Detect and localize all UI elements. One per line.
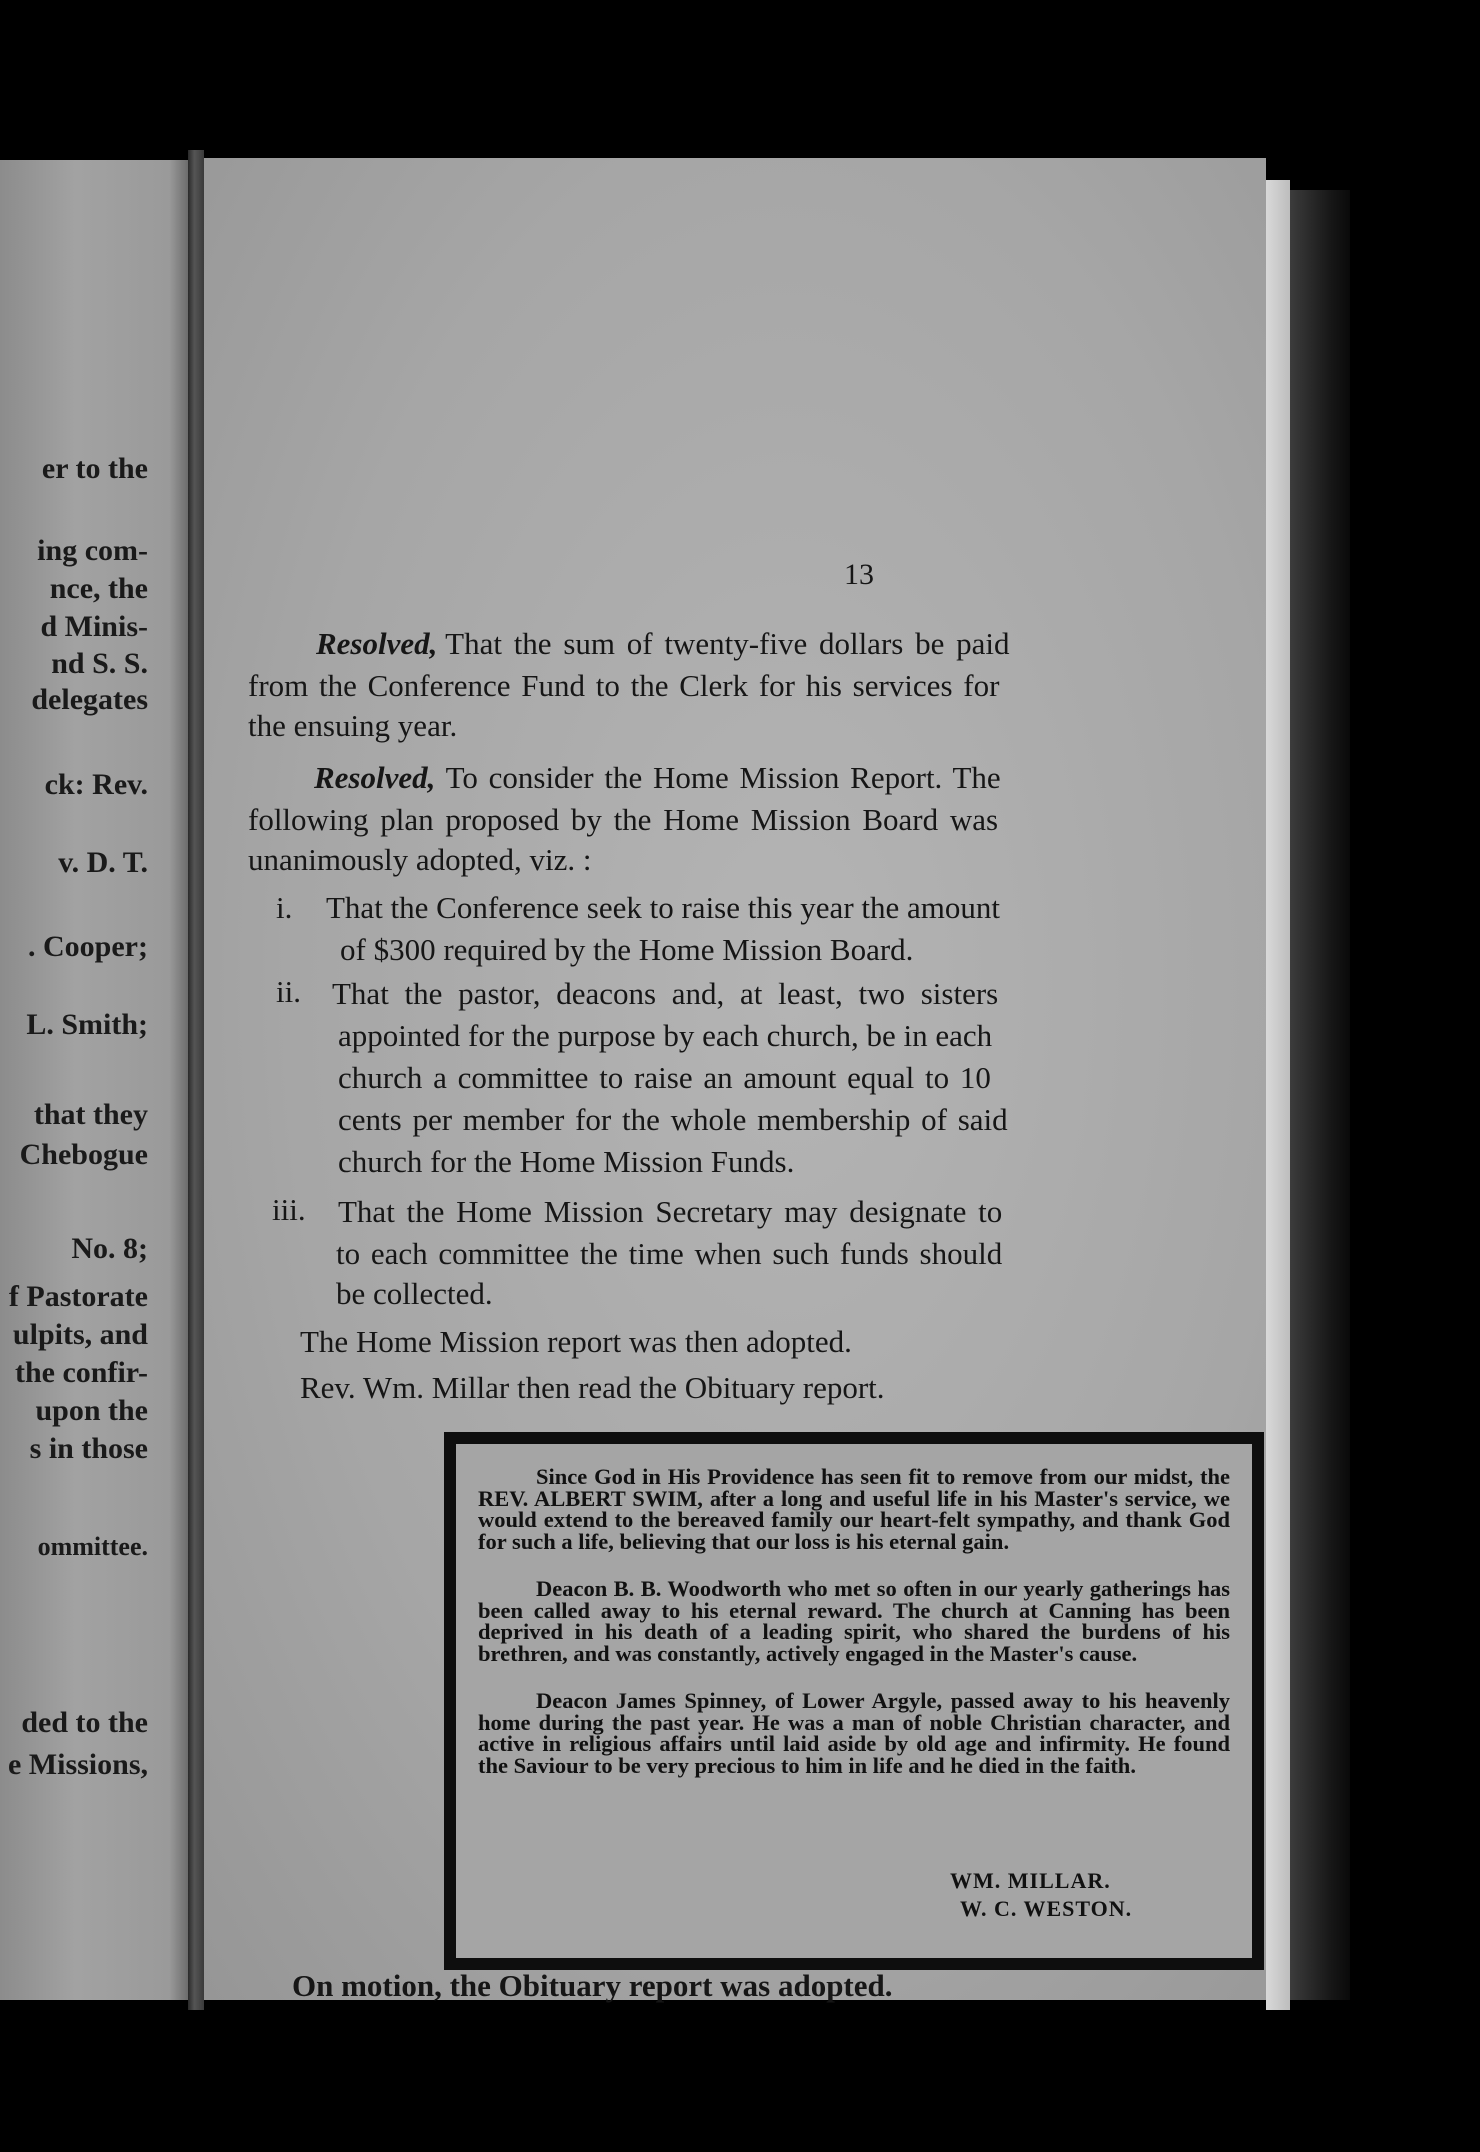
resolution-1-line-2: from the Conference Fund to the Clerk for his services for bbox=[248, 668, 1000, 703]
left-page-fragment: ulpits, and bbox=[12, 1318, 148, 1351]
left-page-fragment: ded to the bbox=[21, 1706, 148, 1739]
plan-item-line: appointed for the purpose by each church, be in each bbox=[338, 1018, 993, 1053]
resolved-label: Resolved, bbox=[314, 760, 436, 795]
obituary-adopted-line: On motion, the Obituary report was adopted. bbox=[292, 1968, 893, 2003]
obituary-notice-box bbox=[444, 1432, 1264, 1970]
obituary-signatory: W. C. WESTON. bbox=[960, 1896, 1133, 1921]
plan-item-line: church a committee to raise an amount equal to 10 bbox=[338, 1060, 991, 1095]
obituary-paragraph: Deacon James Spinney, of Lower Argyle, passed away to his heavenly home during the past year. He was a man of noble Christian character, and active in religious affairs until laid aside by old age and infirmity. He found the Saviour to be very precious to him in life and he died in the faith. bbox=[478, 1688, 1230, 1778]
resolution-2-line-2: following plan proposed by the Home Mission Board was bbox=[248, 802, 999, 837]
left-page-fragment: . Cooper; bbox=[28, 930, 148, 963]
plan-item-line: That the Conference seek to raise this year the amount bbox=[326, 890, 1000, 925]
plan-item-line: to each committee the time when such funds should bbox=[336, 1236, 1003, 1271]
plan-item-line: That the pastor, deacons and, at least, two sisters bbox=[332, 976, 999, 1011]
plan-numeral: ii. bbox=[276, 974, 301, 1009]
left-page-fragment: the confir- bbox=[14, 1356, 148, 1389]
plan-item-line: be collected. bbox=[336, 1276, 493, 1311]
left-page-fragment: ommittee. bbox=[37, 1532, 148, 1561]
resolution-text: That the sum of twenty-five dollars be paid bbox=[445, 626, 1010, 661]
resolution-1-line-3: the ensuing year. bbox=[248, 708, 458, 743]
page-number: 13 bbox=[844, 558, 874, 591]
left-page-fragment: f Pastorate bbox=[8, 1280, 148, 1313]
plan-item-line: cents per member for the whole membership of said bbox=[338, 1102, 1008, 1137]
plan-item-line: of $300 required by the Home Mission Board. bbox=[340, 932, 914, 967]
plan-item-line: church for the Home Mission Funds. bbox=[338, 1144, 795, 1179]
left-page-fragment: v. D. T. bbox=[58, 846, 148, 879]
main-page bbox=[204, 158, 1266, 2003]
left-page-fragment: that they bbox=[33, 1098, 148, 1131]
left-page-fragment: ing com- bbox=[37, 534, 148, 567]
obituary-paragraph: Since God in His Providence has seen fit to remove from our midst, the REV. ALBERT SWIM, after a long and useful life in his Master's service, we would extend to the bereaved family our heart-felt sympathy, and thank God for such a life, believing that our loss is his eternal gain. bbox=[478, 1464, 1230, 1554]
obituary-signatory: WM. MILLAR. bbox=[950, 1868, 1111, 1893]
resolution-text: To consider the Home Mission Report. The bbox=[445, 760, 1001, 795]
left-page-fragment: ck: Rev. bbox=[44, 768, 148, 801]
left-page-fragment: nd S. S. bbox=[51, 647, 148, 680]
plan-numeral: iii. bbox=[272, 1192, 306, 1227]
left-page-fragment: No. 8; bbox=[71, 1232, 148, 1265]
book-gutter bbox=[188, 150, 204, 2010]
left-page-fragment: d Minis- bbox=[40, 610, 148, 643]
left-page-fragment: e Missions, bbox=[7, 1748, 148, 1781]
left-page-fragment: nce, the bbox=[49, 572, 148, 605]
left-facing-page bbox=[0, 160, 188, 2000]
resolved-label: Resolved, bbox=[316, 626, 438, 661]
left-page-fragment: L. Smith; bbox=[26, 1008, 148, 1041]
left-page-fragment: delegates bbox=[31, 683, 148, 716]
left-page-fragment: Chebogue bbox=[19, 1138, 148, 1171]
resolution-1-line-1 bbox=[316, 626, 1009, 662]
plan-item-line: That the Home Mission Secretary may designate to bbox=[338, 1194, 1003, 1229]
left-page-fragment: er to the bbox=[41, 452, 148, 485]
obituary-read-line: Rev. Wm. Millar then read the Obituary report. bbox=[300, 1370, 885, 1405]
plan-numeral: i. bbox=[276, 890, 293, 925]
obituary-paragraph: Deacon B. B. Woodworth who met so often in our yearly gatherings has been called away to his eternal reward. The church at Canning has been deprived in his death of a leading spirit, who shared the burdens of his brethren, and was constantly, actively engaged in the Master's cause. bbox=[478, 1576, 1230, 1666]
left-page-fragment: s in those bbox=[29, 1432, 148, 1465]
resolution-2-line-3: unanimously adopted, viz. : bbox=[248, 842, 592, 877]
book-cover-edge bbox=[1290, 190, 1350, 2000]
report-adopted-line: The Home Mission report was then adopted. bbox=[300, 1324, 852, 1359]
page-edges bbox=[1266, 180, 1290, 2010]
resolution-2-line-1 bbox=[314, 760, 1001, 796]
left-page-fragment: upon the bbox=[35, 1394, 148, 1427]
